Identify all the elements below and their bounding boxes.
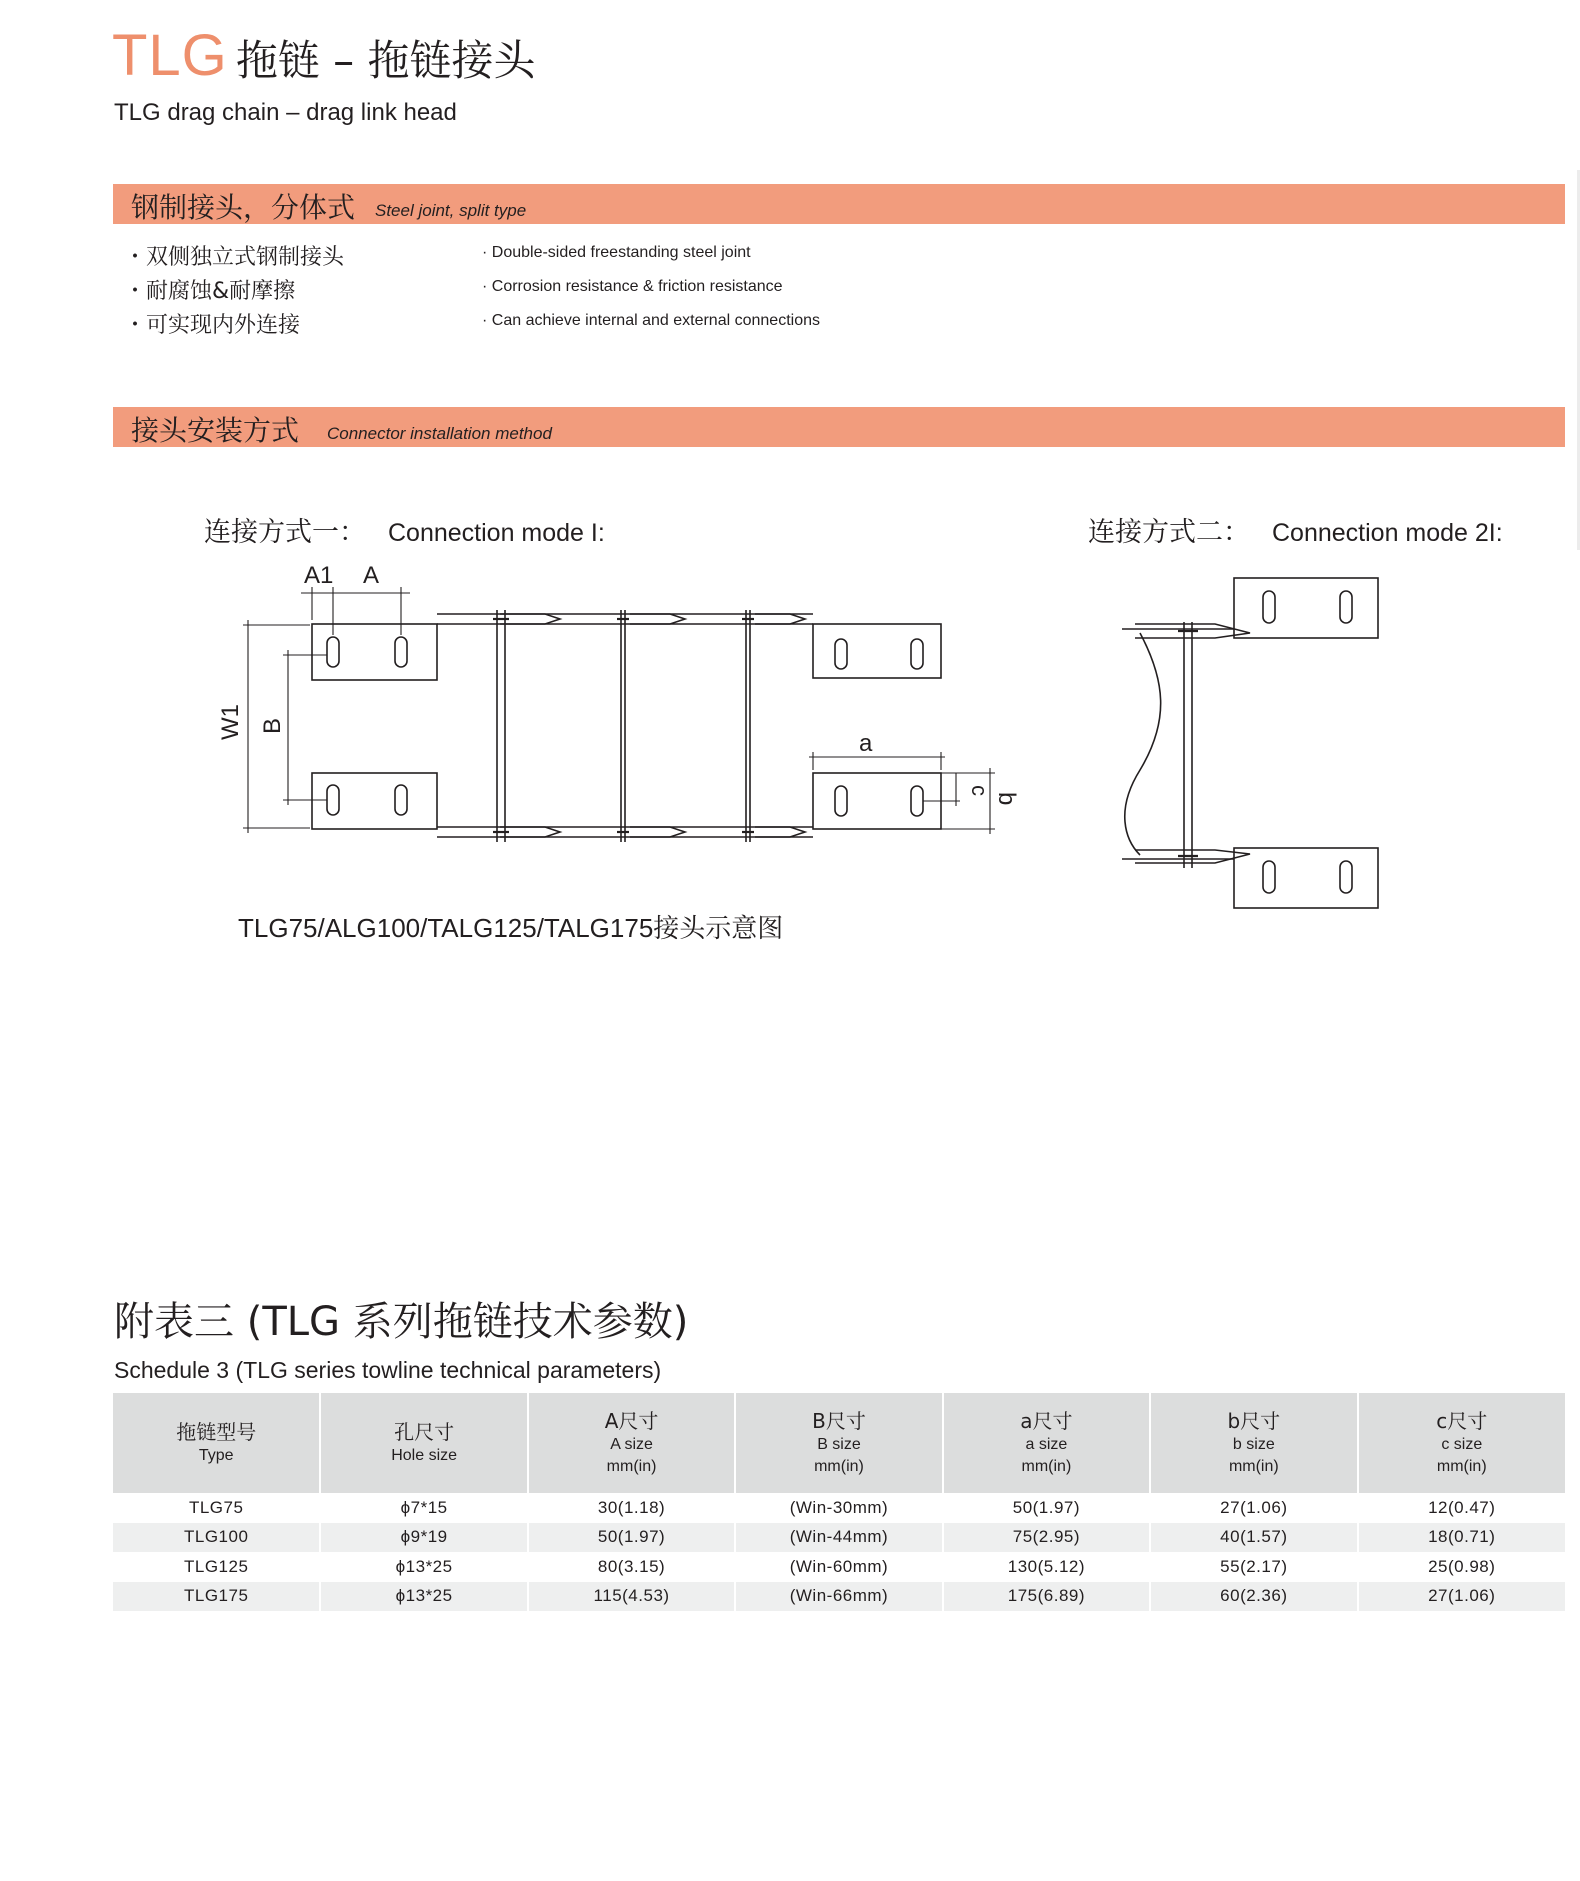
slot-hole [835, 639, 847, 669]
cell-c-size: 18(0.71) [1358, 1523, 1565, 1553]
slot-hole [911, 786, 923, 816]
cell-type: TLG100 [113, 1523, 320, 1553]
slot-hole [327, 637, 339, 667]
cell-b-size: (Win-30mm) [735, 1493, 942, 1523]
col-header-hole-size: 孔尺寸 Hole size [320, 1393, 527, 1493]
bracket-bottom-right [813, 773, 941, 829]
cell-a-size: 50(1.97) [528, 1523, 735, 1553]
feature-cn-3: ・可实现内外连接 [124, 313, 301, 338]
section-title-en: Connector installation method [327, 424, 552, 443]
connection-mode-2-diagram [1100, 560, 1400, 920]
feature-en-3: · Can achieve internal and external connections [482, 312, 820, 329]
bracket-bottom [1234, 848, 1378, 908]
cell-a-lower-size: 50(1.97) [943, 1493, 1150, 1523]
cell-hole-size: ϕ9*19 [320, 1523, 527, 1553]
diagram-caption: TLG75/ALG100/TALG125/TALG175接头示意图 [238, 913, 784, 943]
dim-label-a1: A1 [304, 562, 334, 589]
cell-type: TLG175 [113, 1582, 320, 1612]
mode-1-cn: 连接方式一： [204, 517, 366, 548]
table-row [113, 1493, 1565, 1523]
feature-cn-2: ・耐腐蚀&耐摩擦 [124, 279, 296, 304]
section-title-en: Steel joint, split type [375, 201, 527, 220]
connection-mode-1-heading [204, 510, 605, 549]
slot-hole [1263, 591, 1275, 623]
page-title [112, 22, 536, 89]
cell-type: TLG75 [113, 1493, 320, 1523]
slot-hole [1263, 861, 1275, 893]
cell-b-lower-size: 55(2.17) [1150, 1552, 1357, 1582]
col-header-a-lower-size: a尺寸 a size mm(in) [943, 1393, 1150, 1493]
table-row [113, 1552, 1565, 1582]
section-band-steel-joint [113, 184, 1565, 224]
slot-hole [395, 785, 407, 815]
cell-a-size: 80(3.15) [528, 1552, 735, 1582]
cell-a-size: 115(4.53) [528, 1582, 735, 1612]
bracket-top-right [813, 624, 941, 678]
break-line [1125, 633, 1161, 855]
col-header-b-lower-size: b尺寸 b size mm(in) [1150, 1393, 1357, 1493]
cell-a-lower-size: 175(6.89) [943, 1582, 1150, 1612]
cell-c-size: 25(0.98) [1428, 1556, 1496, 1576]
section-band-installation [113, 407, 1565, 447]
bracket-top-left [312, 624, 437, 680]
parameters-table [113, 1393, 1565, 1611]
cell-a-size: 30(1.18) [528, 1493, 735, 1523]
cell-hole-size: ϕ7*15 [320, 1493, 527, 1523]
slot-hole [835, 786, 847, 816]
slot-hole [395, 637, 407, 667]
slot-hole [1340, 591, 1352, 623]
slot-hole [327, 785, 339, 815]
table-row [113, 1582, 1565, 1612]
pin-marks [1178, 631, 1198, 856]
col-header-a-size: A尺寸 A size mm(in) [528, 1393, 735, 1493]
section-title-cn: 钢制接头，分体式 [131, 191, 356, 224]
pin-marks [493, 619, 754, 832]
title-prefix: TLG [112, 23, 228, 88]
mode-1-en: Connection mode I: [388, 519, 605, 547]
dim-label-w1: W1 [217, 704, 244, 740]
cell-c-size: 12(0.47) [1428, 1497, 1496, 1517]
cell-b-lower-size: 60(2.36) [1150, 1582, 1357, 1612]
bracket-top [1234, 578, 1378, 638]
dim-label-a: A [363, 562, 380, 589]
cell-b-size: (Win-44mm) [735, 1523, 942, 1553]
mode-2-en: Connection mode 2I: [1272, 519, 1503, 547]
cell-b-lower-size: 27(1.06) [1150, 1493, 1357, 1523]
cell-type: TLG125 [113, 1552, 320, 1582]
cell-hole-size: ϕ13*25 [320, 1582, 527, 1612]
slot-hole [911, 639, 923, 669]
dim-label-c: c [967, 785, 992, 796]
feature-en-1: · Double-sided freestanding steel joint [482, 244, 751, 261]
feature-en-2: · Corrosion resistance & friction resistance [482, 278, 783, 295]
connection-mode-1-diagram [200, 550, 1020, 870]
connection-mode-2-heading [1088, 510, 1503, 549]
dim-label-b-lower: b [993, 792, 1020, 806]
page-subtitle: TLG drag chain – drag link head [114, 99, 457, 126]
col-header-c-size: c尺寸 c size mm(in) [1358, 1393, 1565, 1493]
title-text: 拖链 – 拖链接头 [235, 36, 536, 85]
schedule-title-en: Schedule 3 (TLG series towline technical parameters) [114, 1357, 662, 1383]
cell-a-lower-size: 130(5.12) [943, 1552, 1150, 1582]
cell-b-lower-size: 40(1.57) [1150, 1523, 1357, 1553]
table-header-row [113, 1393, 1565, 1493]
col-header-b-size: B尺寸 B size mm(in) [735, 1393, 942, 1493]
cell-b-size: (Win-66mm) [735, 1582, 942, 1612]
cell-hole-size: ϕ13*25 [320, 1552, 527, 1582]
section-title-cn: 接头安装方式 [131, 414, 300, 447]
bracket-bottom-left [312, 773, 437, 829]
dim-label-b-upper: B [259, 717, 286, 734]
schedule-title-cn: 附表三 (TLG 系列拖链技术参数) [114, 1299, 689, 1345]
feature-cn-1: ・双侧独立式钢制接头 [124, 245, 345, 270]
col-header-type: 拖链型号 Type [113, 1393, 320, 1493]
cell-a-lower-size: 75(2.95) [943, 1523, 1150, 1553]
cell-c-size: 27(1.06) [1358, 1582, 1565, 1612]
slot-hole [1340, 861, 1352, 893]
cell-b-size: (Win-60mm) [735, 1552, 942, 1582]
mode-2-cn: 连接方式二： [1088, 517, 1250, 548]
dim-label-a-lower: a [859, 730, 873, 757]
table-row [113, 1523, 1565, 1553]
